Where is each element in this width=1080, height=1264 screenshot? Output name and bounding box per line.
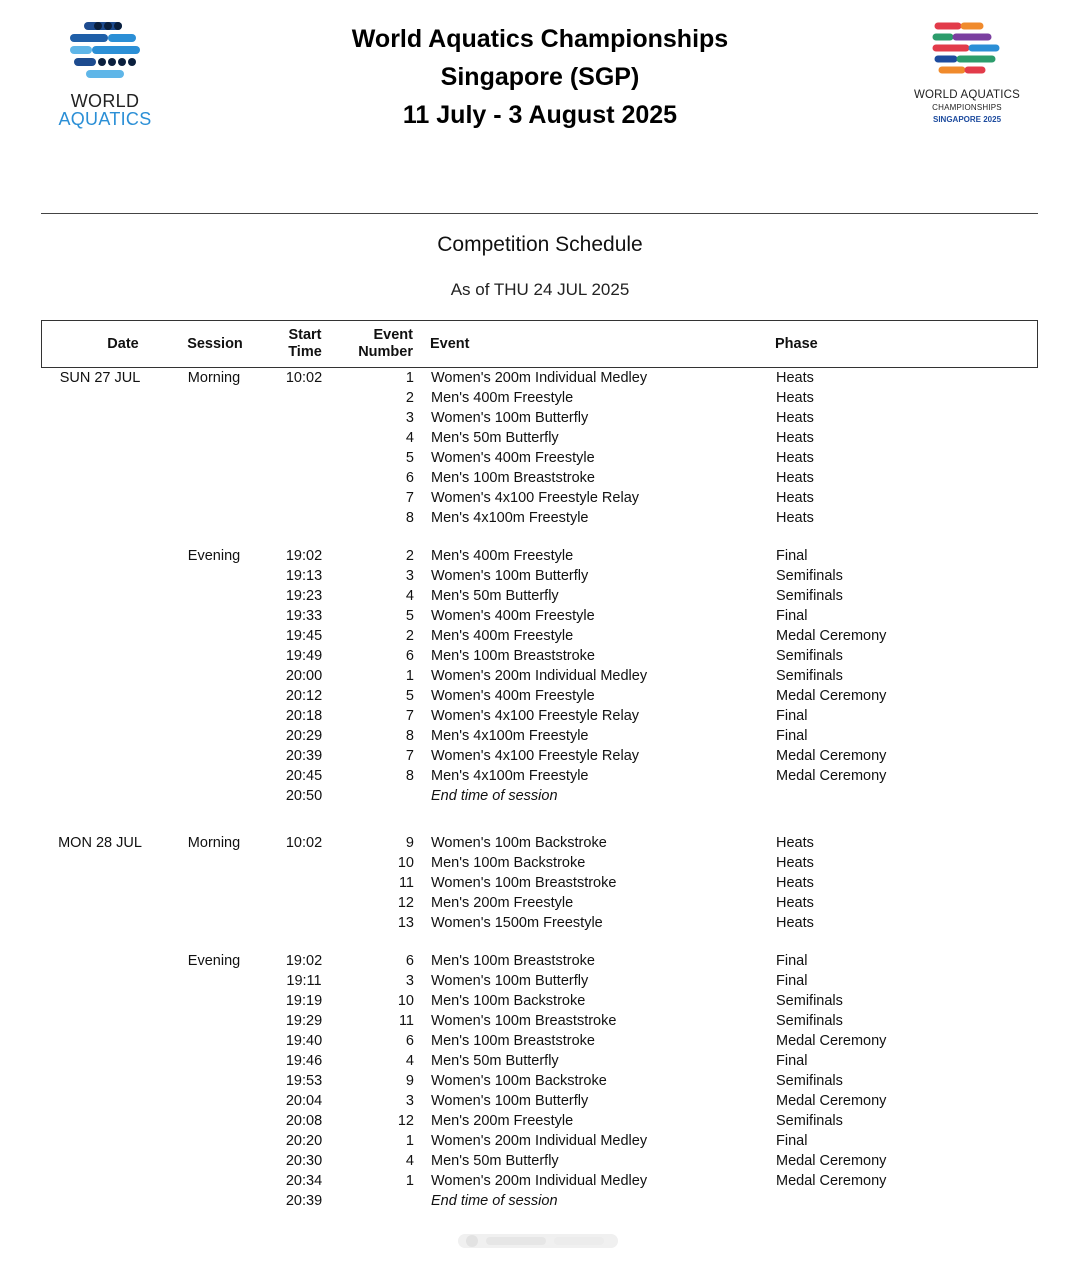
row-event-number: 1 <box>405 668 414 684</box>
row-event: Men's 100m Backstroke <box>431 993 586 1009</box>
table-row <box>0 1171 1080 1191</box>
table-row <box>0 508 1080 528</box>
table-row <box>0 586 1080 606</box>
table-row <box>0 1131 1080 1151</box>
row-event: Women's 400m Freestyle <box>431 608 595 624</box>
row-start-time: 19:13 <box>285 568 323 584</box>
row-phase: Final <box>776 1133 808 1149</box>
row-session: Morning <box>187 835 241 851</box>
row-start-time: 19:45 <box>285 628 323 644</box>
row-start-time: 19:11 <box>286 973 322 989</box>
row-phase: Heats <box>776 835 814 851</box>
row-event-number: 3 <box>405 568 414 584</box>
row-event-number: 7 <box>405 708 414 724</box>
table-row <box>0 1011 1080 1031</box>
row-event: Women's 100m Butterfly <box>431 973 589 989</box>
row-phase: Medal Ceremony <box>776 688 887 704</box>
table-row <box>0 913 1080 933</box>
championships-logo <box>896 20 1038 130</box>
row-start-time: 19:40 <box>285 1033 323 1049</box>
row-phase: Final <box>776 608 808 624</box>
row-event-number: 2 <box>405 628 414 644</box>
column-header-session: Session <box>187 336 243 352</box>
watermark-icon <box>458 1232 618 1250</box>
row-event: Women's 200m Individual Medley <box>431 370 648 386</box>
row-phase: Final <box>776 953 808 969</box>
table-row <box>0 1091 1080 1111</box>
world-aquatics-emblem-icon <box>44 20 166 90</box>
table-row <box>0 833 1080 853</box>
table-row <box>0 1191 1080 1211</box>
row-start-time: 19:23 <box>285 588 323 604</box>
row-phase: Final <box>776 973 808 989</box>
row-event-number: 1 <box>405 370 414 386</box>
row-phase: Medal Ceremony <box>776 1093 887 1109</box>
row-event-number: 5 <box>405 688 414 704</box>
row-event: Men's 50m Butterfly <box>431 1053 559 1069</box>
table-row <box>0 468 1080 488</box>
row-start-time: 20:04 <box>285 1093 323 1109</box>
row-start-time: 20:34 <box>285 1173 323 1189</box>
row-event: Women's 400m Freestyle <box>431 450 595 466</box>
row-phase: Semifinals <box>776 1113 843 1129</box>
row-event-number: 8 <box>405 728 414 744</box>
row-start-time: 19:33 <box>285 608 323 624</box>
table-row <box>0 566 1080 586</box>
row-event: Men's 400m Freestyle <box>431 390 574 406</box>
row-event: Men's 100m Backstroke <box>431 855 586 871</box>
row-event: Men's 100m Breaststroke <box>431 1033 595 1049</box>
column-header-date: Date <box>107 336 139 352</box>
row-session: Evening <box>187 548 241 564</box>
row-event: End time of session <box>431 1193 558 1209</box>
table-row <box>0 991 1080 1011</box>
row-event: Women's 100m Breaststroke <box>431 875 617 891</box>
row-event-number: 1 <box>405 1133 414 1149</box>
row-event: Women's 100m Backstroke <box>431 835 607 851</box>
row-phase: Semifinals <box>776 1073 843 1089</box>
row-date: MON 28 JUL <box>58 835 142 851</box>
row-phase: Heats <box>776 410 814 426</box>
row-event: Men's 4x100m Freestyle <box>431 768 589 784</box>
table-row <box>0 1071 1080 1091</box>
row-start-time: 20:45 <box>285 768 323 784</box>
row-phase: Medal Ceremony <box>776 1033 887 1049</box>
row-phase: Final <box>776 708 808 724</box>
row-event: Men's 100m Breaststroke <box>431 470 595 486</box>
row-phase: Semifinals <box>776 668 843 684</box>
row-event-number: 2 <box>405 548 414 564</box>
row-event-number: 4 <box>405 588 414 604</box>
column-header-event-number-1: Event <box>373 327 413 343</box>
table-row <box>0 686 1080 706</box>
row-event: Men's 200m Freestyle <box>431 895 574 911</box>
page-title <box>290 20 790 134</box>
row-event: Men's 200m Freestyle <box>431 1113 574 1129</box>
row-event-number: 11 <box>398 875 414 891</box>
row-phase: Medal Ceremony <box>776 1173 887 1189</box>
row-event-number: 10 <box>397 993 414 1009</box>
row-phase: Medal Ceremony <box>776 1153 887 1169</box>
row-event: Women's 200m Individual Medley <box>431 668 648 684</box>
table-row <box>0 666 1080 686</box>
title-line-2: Singapore (SGP) <box>440 63 640 91</box>
row-event: Men's 4x100m Freestyle <box>431 510 589 526</box>
table-row <box>0 951 1080 971</box>
row-event-number: 4 <box>405 1053 414 1069</box>
logo-text-world-aquatics: WORLD AQUATICS <box>913 89 1021 101</box>
table-row <box>0 428 1080 448</box>
row-start-time: 20:50 <box>285 788 323 804</box>
championships-emblem-icon <box>896 20 1038 86</box>
row-event-number: 3 <box>405 410 414 426</box>
table-row <box>0 1031 1080 1051</box>
table-header <box>41 320 1038 368</box>
table-row <box>0 893 1080 913</box>
row-phase: Semifinals <box>776 993 843 1009</box>
row-event-number: 6 <box>405 648 414 664</box>
row-start-time: 20:12 <box>285 688 323 704</box>
row-date: SUN 27 JUL <box>59 370 141 386</box>
row-event-number: 7 <box>405 490 414 506</box>
row-event-number: 8 <box>405 768 414 784</box>
row-event: Women's 100m Backstroke <box>431 1073 607 1089</box>
row-phase: Medal Ceremony <box>776 748 887 764</box>
table-row <box>0 1111 1080 1131</box>
row-session: Morning <box>187 370 241 386</box>
row-event: Men's 100m Breaststroke <box>431 953 595 969</box>
row-phase: Heats <box>776 470 814 486</box>
column-header-event: Event <box>430 336 470 352</box>
table-row <box>0 1051 1080 1071</box>
row-start-time: 19:29 <box>285 1013 323 1029</box>
table-row <box>0 488 1080 508</box>
table-row <box>0 766 1080 786</box>
row-event: Women's 100m Butterfly <box>431 1093 589 1109</box>
table-row <box>0 646 1080 666</box>
row-start-time: 19:19 <box>285 993 323 1009</box>
row-start-time: 19:02 <box>285 953 323 969</box>
column-header-phase: Phase <box>775 336 818 352</box>
row-phase: Semifinals <box>776 588 843 604</box>
row-phase: Heats <box>776 450 814 466</box>
column-header-start-time-2: Time <box>288 344 322 360</box>
title-line-3: 11 July - 3 August 2025 <box>402 101 678 129</box>
row-phase: Heats <box>776 915 814 931</box>
row-event: Men's 50m Butterfly <box>431 1153 559 1169</box>
logo-text-championships: CHAMPIONSHIPS <box>932 103 1002 112</box>
world-aquatics-logo <box>44 20 166 130</box>
as-of-date: As of THU 24 JUL 2025 <box>450 280 630 299</box>
row-event: Women's 100m Breaststroke <box>431 1013 617 1029</box>
row-event-number: 13 <box>397 915 414 931</box>
row-phase: Heats <box>776 510 814 526</box>
table-row <box>0 408 1080 428</box>
row-event-number: 6 <box>405 1033 414 1049</box>
row-start-time: 20:29 <box>285 728 323 744</box>
row-event-number: 7 <box>405 748 414 764</box>
row-event: Men's 400m Freestyle <box>431 548 574 564</box>
row-session: Evening <box>187 953 241 969</box>
row-event: Women's 4x100 Freestyle Relay <box>431 708 640 724</box>
row-event-number: 3 <box>405 973 414 989</box>
table-row <box>0 546 1080 566</box>
table-row <box>0 1151 1080 1171</box>
row-event-number: 6 <box>405 953 414 969</box>
row-event: Men's 400m Freestyle <box>431 628 574 644</box>
table-row <box>0 853 1080 873</box>
row-event: Men's 4x100m Freestyle <box>431 728 589 744</box>
header-divider <box>41 213 1038 214</box>
row-start-time: 20:20 <box>285 1133 323 1149</box>
row-event-number: 9 <box>405 835 414 851</box>
row-event: Women's 400m Freestyle <box>431 688 595 704</box>
title-line-1: World Aquatics Championships <box>351 25 729 53</box>
row-event-number: 4 <box>405 1153 414 1169</box>
row-event-number: 2 <box>405 390 414 406</box>
table-row <box>0 626 1080 646</box>
row-event: Women's 1500m Freestyle <box>431 915 603 931</box>
row-event-number: 12 <box>397 895 414 911</box>
logo-text-singapore-2025: SINGAPORE 2025 <box>932 115 1002 124</box>
row-event: Women's 100m Butterfly <box>431 410 589 426</box>
row-event-number: 6 <box>405 470 414 486</box>
row-phase: Heats <box>776 855 814 871</box>
row-event: Women's 200m Individual Medley <box>431 1173 648 1189</box>
row-start-time: 19:46 <box>285 1053 323 1069</box>
row-event: Women's 100m Butterfly <box>431 568 589 584</box>
row-start-time: 20:18 <box>285 708 323 724</box>
table-row <box>0 873 1080 893</box>
row-phase: Medal Ceremony <box>776 628 887 644</box>
table-row <box>0 388 1080 408</box>
row-phase: Heats <box>776 430 814 446</box>
row-start-time: 19:49 <box>285 648 323 664</box>
table-row <box>0 606 1080 626</box>
row-event: Women's 4x100 Freestyle Relay <box>431 748 640 764</box>
row-start-time: 19:02 <box>285 548 323 564</box>
row-phase: Heats <box>776 370 814 386</box>
table-row <box>0 786 1080 806</box>
row-event-number: 5 <box>405 450 414 466</box>
row-phase: Semifinals <box>776 568 843 584</box>
table-row <box>0 448 1080 468</box>
row-phase: Heats <box>776 895 814 911</box>
row-event-number: 4 <box>405 430 414 446</box>
row-start-time: 20:30 <box>285 1153 323 1169</box>
row-event: Men's 100m Breaststroke <box>431 648 595 664</box>
row-event-number: 10 <box>397 855 414 871</box>
row-phase: Medal Ceremony <box>776 768 887 784</box>
row-phase: Final <box>776 728 808 744</box>
column-header-start-time-1: Start <box>288 327 322 343</box>
row-event: Men's 50m Butterfly <box>431 588 559 604</box>
logo-word-world: WORLD <box>70 91 140 111</box>
row-event-number: 9 <box>405 1073 414 1089</box>
row-event-number: 8 <box>405 510 414 526</box>
table-row <box>0 746 1080 766</box>
row-phase: Heats <box>776 490 814 506</box>
table-row <box>0 971 1080 991</box>
row-event-number: 11 <box>398 1013 414 1029</box>
column-header-event-number-2: Number <box>358 344 413 360</box>
row-phase: Semifinals <box>776 1013 843 1029</box>
table-row <box>0 368 1080 388</box>
row-event: Women's 200m Individual Medley <box>431 1133 648 1149</box>
row-phase: Heats <box>776 390 814 406</box>
row-event-number: 5 <box>405 608 414 624</box>
table-row <box>0 726 1080 746</box>
row-phase: Heats <box>776 875 814 891</box>
row-start-time: 19:53 <box>285 1073 323 1089</box>
row-phase: Final <box>776 1053 808 1069</box>
row-event-number: 12 <box>397 1113 414 1129</box>
row-start-time: 20:39 <box>285 748 323 764</box>
table-row <box>0 706 1080 726</box>
schedule-title: Competition Schedule <box>437 233 643 256</box>
row-start-time: 10:02 <box>285 370 323 386</box>
logo-word-aquatics: AQUATICS <box>58 109 152 129</box>
row-event-number: 3 <box>405 1093 414 1109</box>
row-event: Men's 50m Butterfly <box>431 430 559 446</box>
row-start-time: 10:02 <box>285 835 323 851</box>
row-event: End time of session <box>431 788 558 804</box>
row-event-number: 1 <box>405 1173 414 1189</box>
row-event: Women's 4x100 Freestyle Relay <box>431 490 640 506</box>
row-start-time: 20:08 <box>285 1113 323 1129</box>
row-start-time: 20:39 <box>285 1193 323 1209</box>
row-phase: Final <box>776 548 808 564</box>
row-start-time: 20:00 <box>285 668 323 684</box>
row-phase: Semifinals <box>776 648 843 664</box>
